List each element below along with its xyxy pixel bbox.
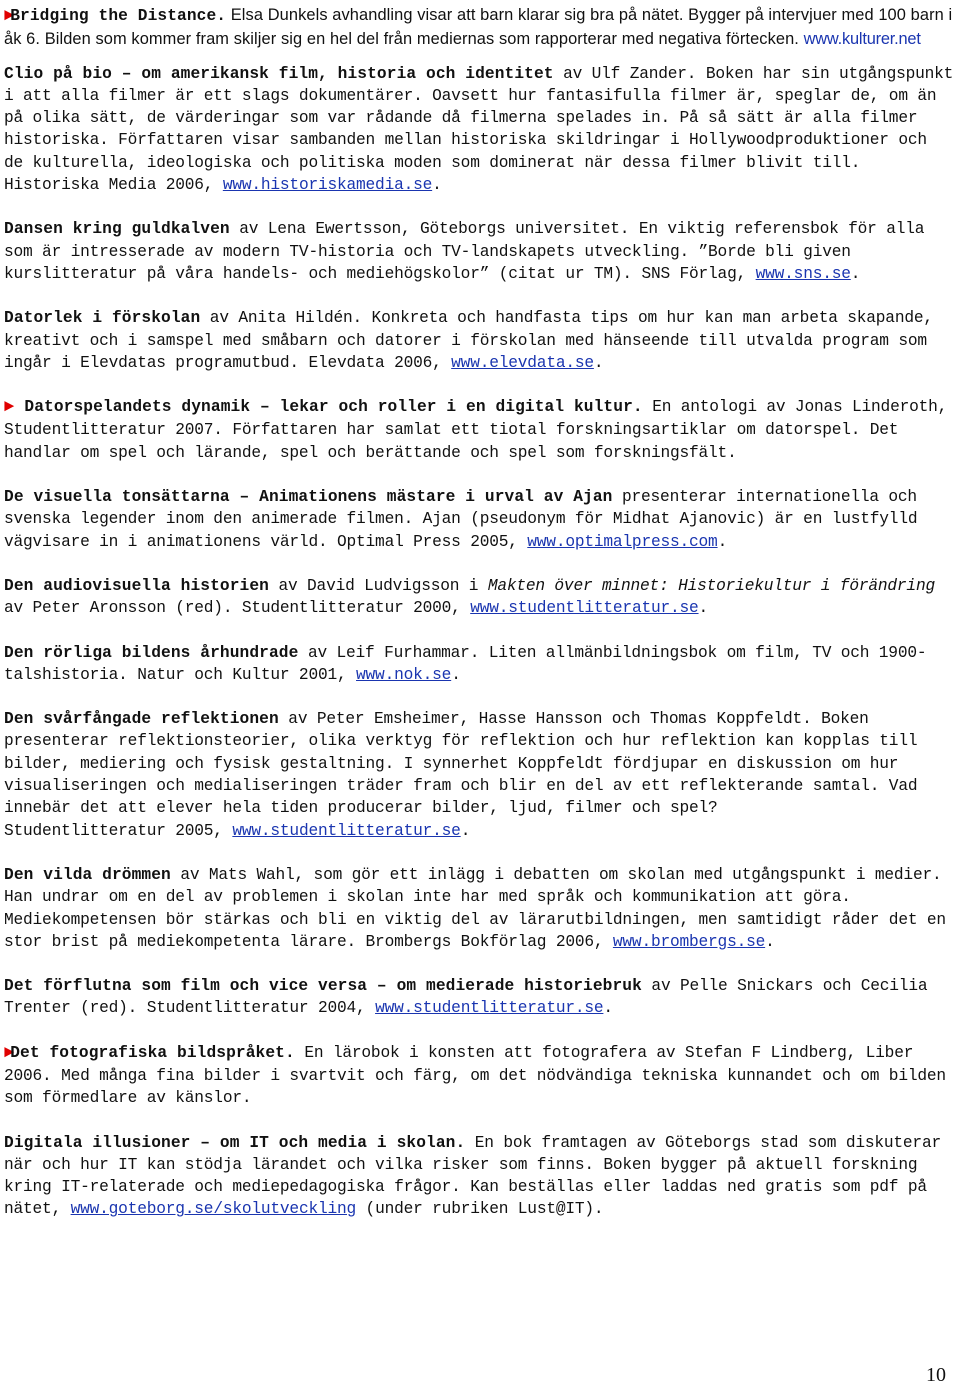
- book-title: Den audiovisuella historien: [4, 576, 269, 595]
- publisher-line: Studentlitteratur 2005,: [4, 821, 233, 840]
- link-historiskamedia[interactable]: www.historiskamedia.se: [222, 176, 433, 195]
- link-nok[interactable]: www.nok.se: [356, 665, 452, 684]
- book-description: av Lena Ewertsson, Göteborgs universitet. En viktig referensbok för alla som är intresserade av modern TV-historia och TV-landskapets utveckling. ”Borde bli given kurslitteratur på våra handels- och mediehögskolor” (citat ur TM). SNS Förlag,: [4, 220, 925, 283]
- punctuation: .: [451, 665, 461, 684]
- book-title: Bridging the Distance.: [10, 7, 227, 25]
- book-description: av Pelle Snickars och Cecilia Trenter (red). Studentlitteratur 2004,: [4, 977, 928, 1018]
- book-description: Elsa Dunkels avhandling visar att barn klarar sig bra på nätet. Bygger på intervjuer med 100 barn i åk 6. Bilden som kommer fram skiljer sig en hel del från mediernas som rapporterar med negativa förtecken.: [4, 6, 953, 49]
- entry-det-fotografiska-bildspraket: [4, 1042, 954, 1110]
- punctuation: .: [850, 264, 861, 283]
- red-arrow-icon: ►: [4, 398, 25, 418]
- book-title: Den vilda drömmen: [4, 865, 171, 884]
- punctuation: .: [698, 599, 709, 618]
- book-title: Digitala illusioner – om IT och media i skolan.: [4, 1133, 466, 1152]
- book-title: Den svårfångade reflektionen: [4, 710, 279, 729]
- italic-book-title: Makten över minnet: Historiekultur i förändring: [487, 576, 935, 595]
- entry-datorspelandets-dynamik: [4, 396, 954, 464]
- entry-den-rorliga-bildens-arhundrade: [4, 642, 954, 687]
- book-description: av Ulf Zander. Boken har sin utgångspunkt i att alla filmer är ett slags dokumentärer. Oavsett hur fantasifulla filmer är, speglar de, om än på olika sätt, de värderingar som var rådande då filmerna spelades in. På så sätt är alla filmer historiska. Författaren visar sambanden mellan historiska skildringar i Hollywoodproduktioner och de kulturella, ideologiska och politiska moden som dominerat när dessa filmer blivit till. Historiska Media 2006,: [4, 64, 954, 195]
- entry-den-vilda-drommen: [4, 864, 954, 953]
- punctuation: .: [765, 932, 775, 951]
- book-description: av Anita Hildén. Konkreta och handfasta tips om hur kan man arbeta skapande, kreativt och i samspel med småbarn och datorer i förskolan med hänseende till utvalda program som ingår i Elevdatas programutbud. Elevdata 2006,: [4, 309, 933, 372]
- link-studentlitteratur[interactable]: www.studentlitteratur.se: [375, 999, 604, 1018]
- entry-clio-pa-bio: [4, 63, 954, 197]
- book-description: En bok framtagen av Göteborgs stad som diskuterar när och hur IT kan stödja lärandet och vilka risker som finns. Boken bygger på aktuell forskning kring IT-relaterade och mediepedagogiska frågor. Kan beställas eller laddas ned gratis som pdf på nätet,: [4, 1133, 941, 1219]
- link-studentlitteratur[interactable]: www.studentlitteratur.se: [232, 821, 461, 840]
- book-description: En lärobok i konsten att fotografera av Stefan F Lindberg, Liber 2006. Med många fina bilder i svartvit och färg, om det nödvändiga tekniska kunnandet och om bilden som förmedlare av känslor.: [4, 1043, 946, 1108]
- book-title: Det förflutna som film och vice versa – om medierade historiebruk: [4, 977, 642, 996]
- book-title: De visuella tonsättarna – Animationens mästare i urval av Ajan: [4, 488, 613, 507]
- entry-de-visuella-tonsattarna: [4, 486, 954, 553]
- link-note: (under rubriken Lust@IT).: [356, 1200, 604, 1219]
- document-body: [4, 4, 954, 1243]
- punctuation: .: [593, 353, 604, 372]
- entry-datorlek-i-forskolan: [4, 307, 954, 374]
- entry-det-forflutna-som-film: [4, 975, 954, 1020]
- entry-digitala-illusioner: [4, 1132, 954, 1221]
- red-arrow-icon: ►: [4, 1043, 11, 1063]
- link-brombergs[interactable]: www.brombergs.se: [612, 932, 766, 951]
- book-description: presenterar internationella och svenska legender inom den animerade filmen. Ajan (pseudonym för Midhat Ajanovic) är en lustfylld vägvisare in i animationens värld. Optimal Press 2005,: [4, 488, 918, 551]
- book-description: av David Ludvigsson i: [268, 576, 488, 595]
- link-sns[interactable]: www.sns.se: [755, 264, 851, 283]
- book-description-continued: av Peter Aronsson (red). Studentlitteratur 2000,: [4, 599, 471, 618]
- book-title: Dansen kring guldkalven: [4, 220, 230, 239]
- link-optimalpress[interactable]: www.optimalpress.com: [527, 532, 718, 551]
- book-title: Clio på bio – om amerikansk film, historia och identitet: [4, 64, 554, 83]
- book-title: Den rörliga bildens århundrade: [4, 643, 299, 662]
- punctuation: .: [460, 821, 471, 840]
- link-kulturer[interactable]: www.kulturer.net: [803, 30, 921, 49]
- book-description: av Mats Wahl, som gör ett inlägg i debatten om skolan med utgångspunkt i medier. Han undrar om en del av problemen i skolan inte har med språk och kommunikation att göra. Mediekompetensen bör stärkas och bli en viktig del av lärarutbildningen, men samtidigt råder det en stor brist på mediekompetenta lärare. Brombergs Bokförlag 2006,: [4, 865, 946, 951]
- link-studentlitteratur[interactable]: www.studentlitteratur.se: [470, 599, 699, 618]
- entry-den-svarfangade-reflektionen: [4, 708, 954, 842]
- book-description: En antologi av Jonas Linderoth, Studentlitteratur 2007. Författaren har samlat ett tiotal forskningsartiklar om datorspel. Det handlar om spel och lärande, spel och berättande och spel som forskningsfält.: [4, 398, 948, 462]
- entry-den-audiovisuella-historien: [4, 575, 954, 620]
- book-description: av Peter Emsheimer, Hasse Hansson och Thomas Koppfeldt. Boken presenterar reflektionsteorier, olika verktyg för reflektion och hur reflektion kan kopplas till bilder, mediering och fysisk gestaltning. I synnerhet Koppfeldt fördjupar en diskussion om hur visualiseringen och medialiseringen träder fram och blir en del av ett reflekterande samtal. Vad innebär det att elever hela tiden producerar bilder, ljud, filmer och spel?: [4, 710, 918, 818]
- book-title: Datorlek i förskolan: [4, 309, 201, 328]
- book-description: av Leif Furhammar. Liten allmänbildningsbok om film, TV och 1900-talshistoria. Natur och Kultur 2001,: [4, 643, 927, 684]
- link-goteborg-skolutveckling[interactable]: www.goteborg.se/skolutveckling: [70, 1200, 357, 1219]
- entry-dansen-kring-guldkalven: [4, 218, 954, 285]
- punctuation: .: [432, 176, 442, 195]
- link-elevdata[interactable]: www.elevdata.se: [451, 353, 594, 372]
- book-title: Datorspelandets dynamik – lekar och roller i en digital kultur.: [24, 398, 643, 417]
- punctuation: .: [603, 999, 613, 1018]
- book-title: Det fotografiska bildspråket.: [10, 1043, 295, 1062]
- page-number: 10: [926, 1364, 946, 1386]
- punctuation: .: [717, 532, 728, 551]
- red-arrow-icon: ►: [4, 7, 11, 26]
- entry-bridging-the-distance: [4, 4, 954, 52]
